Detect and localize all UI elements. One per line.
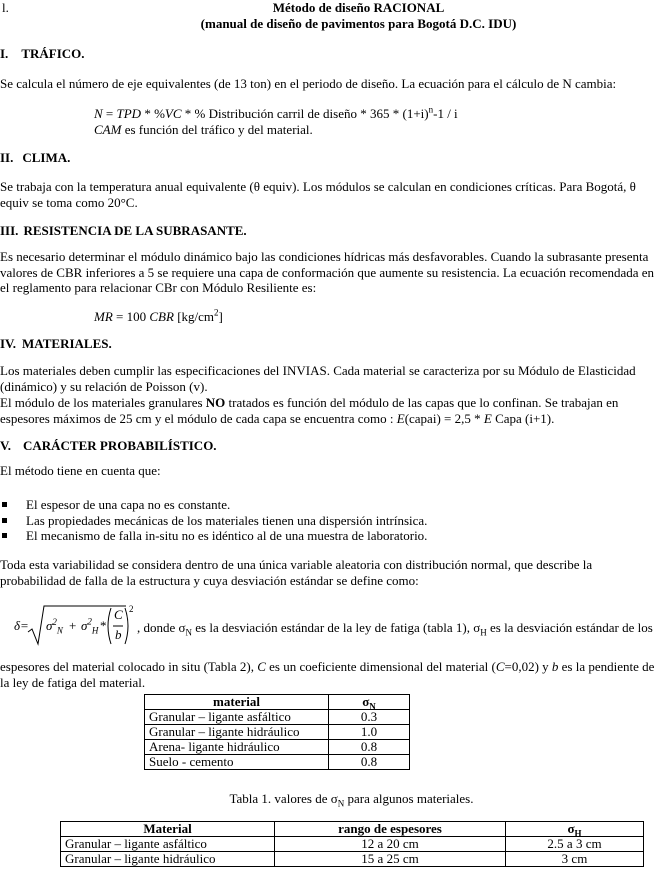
sigma-h-term: $\sigma^2_H$	[81, 616, 99, 636]
table-row: Granular – ligante hidráulico 1.0	[145, 725, 410, 740]
subrasante-text: Es necesario determinar el módulo dinámico bajo las condiciones hídricas más desfavorables. Cuando la subrasante presenta valores de CBR inferiores a 5 se requiere una capa de conformación que aumente su resistencia. La ecuación recomendada en el reglamento para relacionar CBr con Módulo Resiliente es:	[0, 249, 655, 295]
formula-explanation-cont: espesores del material colocado in situ (Tabla 2), C es un coeficiente dimensional del material (C=0,02) y b es la pendiente de la ley de fatiga del material.	[0, 659, 655, 690]
column-header-sigma-n: $\sigma_N$	[329, 695, 410, 710]
column-header-material: material	[145, 695, 329, 710]
page-title: Método de diseño RACIONAL	[272, 0, 445, 15]
delta-symbol: δ=	[14, 618, 29, 633]
section-heading-subrasante: III. RESISTENCIA DE LA SUBRASANTE.	[0, 223, 247, 238]
table-row: Granular – ligante hidráulico 15 a 25 cm 3 cm	[61, 852, 644, 867]
sigma-n-term: $\sigma^2_N$	[46, 616, 63, 636]
bullet-list	[0, 497, 640, 544]
equation-n: N = TPD * %VC * % Distribución carril de diseño * $365 * (1+i)^n-1 / i$	[94, 104, 458, 121]
materiales-text-1: Los materiales deben cumplir las especificaciones del INVIAS. Cada material se caracteriza por su Módulo de Elasticidad (dinámico) y su relación de Poisson (v).	[0, 363, 636, 394]
table-row: Suelo - cemento 0.8	[145, 755, 410, 770]
list-item: El espesor de una capa no es constante.	[0, 497, 640, 513]
fraction-denominator: b	[115, 627, 122, 642]
list-item: Las propiedades mecánicas de los materiales tienen una dispersión intrínsica.	[0, 513, 640, 529]
section-heading-trafico	[0, 46, 85, 62]
page-subtitle: (manual de diseño de pavimentos para Bogotá D.C. IDU)	[200, 16, 517, 31]
probabilistico-text: Toda esta variabilidad se considera dentro de una única variable aleatoria con distribución normal, que describe la probabilidad de falla de la estructura y cuya desviación estándar se define como:	[0, 557, 593, 588]
table-row: Granular – ligante asfáltico 0.3	[145, 710, 410, 725]
table-sigma-h	[60, 821, 644, 867]
delta-formula	[0, 600, 140, 648]
fraction-numerator: C	[114, 607, 123, 622]
clima-text: Se trabaja con la temperatura anual equivalente (θ equiv). Los módulos se calculan en condiciones críticas. Para Bogotá, θ equiv se toma como 20°C.	[0, 179, 636, 210]
list-item: El mecanismo de falla in-situ no es idéntico al de una muestra de laboratorio.	[0, 528, 640, 544]
section-heading-materiales: IV. MATERIALES.	[0, 336, 112, 351]
materiales-text-2: El módulo de los materiales granulares NO tratados es función del módulo de las capas que lo confinan. Se trabajan en espesores máximos de 25 cm y el módulo de cada capa se encuentra como : E(capai) = 2,5 * E Capa (i+1).	[0, 395, 619, 426]
probabilistico-intro: El método tiene en cuenta que:	[0, 463, 161, 478]
section-heading-clima: II. CLIMA.	[0, 150, 71, 165]
table-row: Granular – ligante asfáltico 12 a 20 cm 2.5 a 3 cm	[61, 837, 644, 852]
table-sigma-n	[144, 694, 410, 770]
table-row: Arena- ligante hidráulico 0.8	[145, 740, 410, 755]
section-number: I.	[0, 46, 9, 61]
corner-mark: l.	[2, 0, 9, 15]
plus-sign: +	[69, 618, 77, 633]
cam-note: CAM es función del tráfico y del material.	[94, 122, 313, 137]
section-title: TRÁFICO.	[21, 46, 85, 61]
column-header-material: Material	[61, 822, 275, 837]
section-heading-probabilistico: V. CARÁCTER PROBABILÍSTICO.	[0, 438, 217, 453]
times-sign: *	[100, 618, 107, 633]
column-header-rango: rango de espesores	[275, 822, 506, 837]
formula-explanation: , donde $\sigma_N$ es la desviación estándar de la ley de fatiga (tabla 1), $\sigma_H$ es la desviación estándar de los	[137, 620, 653, 638]
exponent: 2	[129, 604, 134, 614]
trafico-text: Se calcula el número de eje equivalentes (de 13 ton) en el periodo de diseño. La ecuación para el cálculo de N cambia:	[0, 76, 617, 91]
column-header-sigma-h: $\sigma_H$	[506, 822, 644, 837]
equation-mr: MR = 100 CBR $[kg/cm^2]$	[94, 307, 223, 324]
table-1-caption: Tabla 1. valores de $\sigma_N$ para algunos materiales.	[229, 791, 474, 809]
table-header-row	[145, 695, 410, 710]
table-header-row	[61, 822, 644, 837]
